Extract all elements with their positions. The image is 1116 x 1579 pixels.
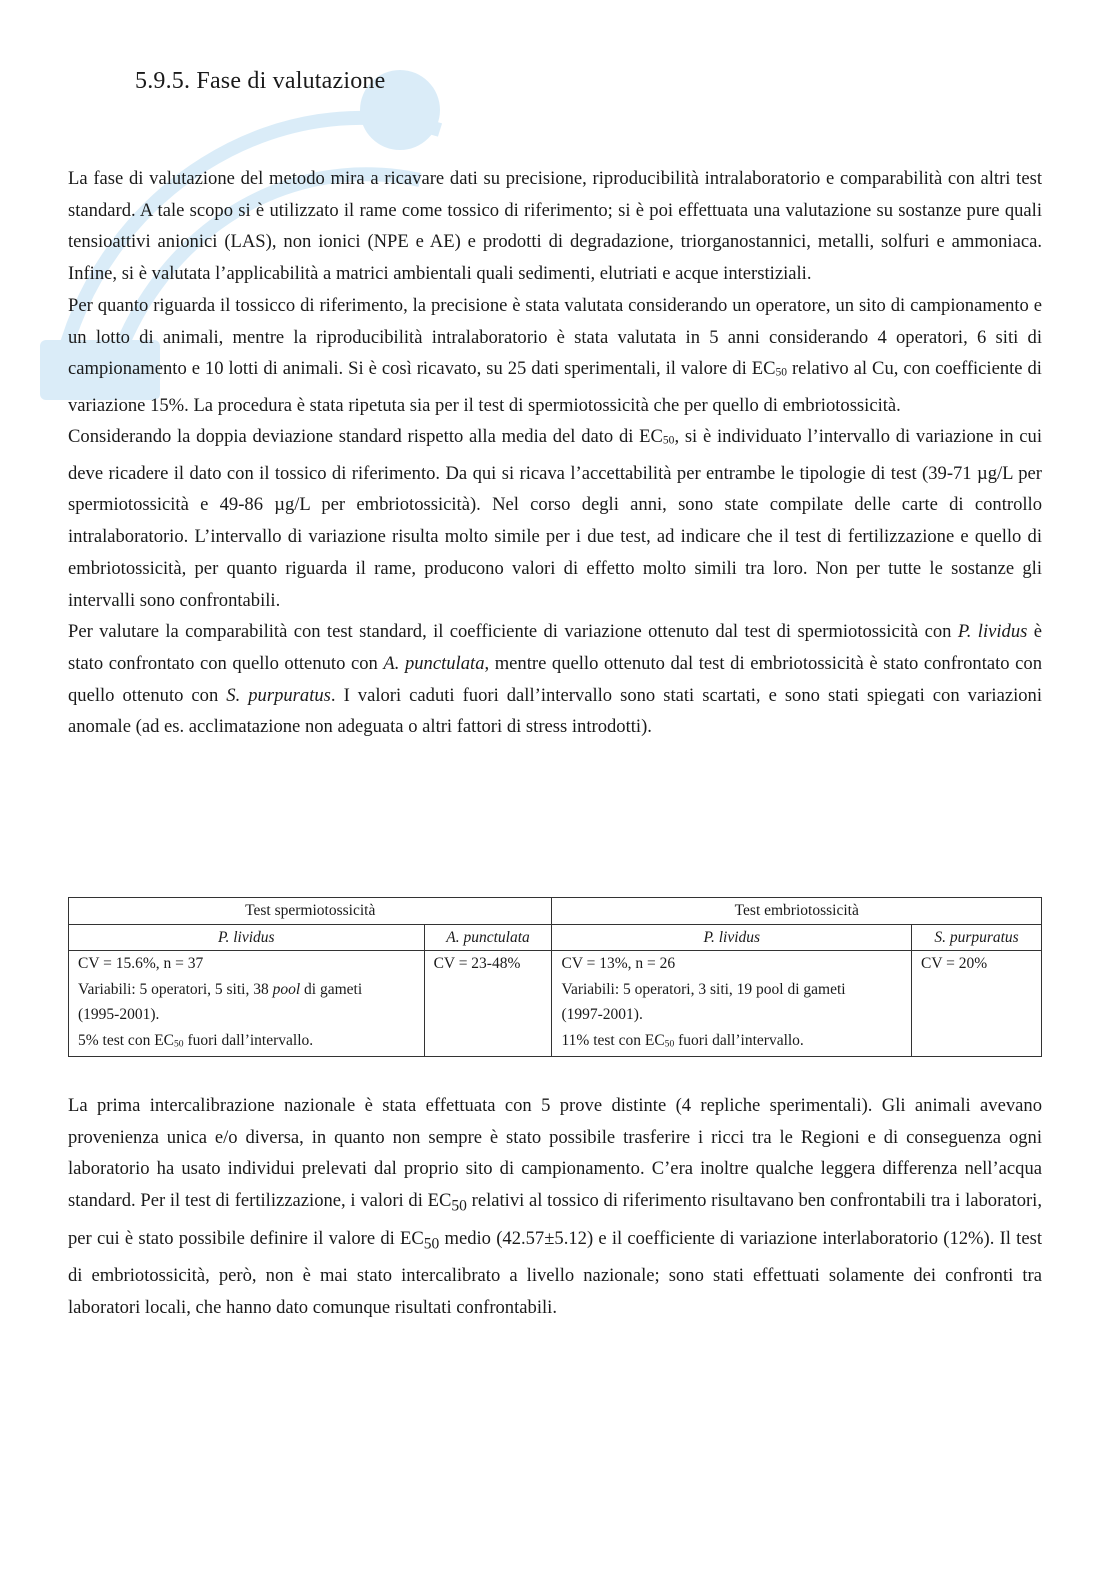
table-row <box>69 951 1042 1057</box>
cell-s-purpuratus: CV = 20% <box>912 951 1042 1057</box>
header-s-purpuratus: S. purpuratus <box>912 924 1042 951</box>
header-spermiotoxicity: Test spermiotossicità <box>69 898 552 925</box>
header-p-lividus-embryo: P. lividus <box>552 924 912 951</box>
paragraph-intro: La fase di valutazione del metodo mira a ricavare dati su precisione, riproducibilità intralaboratorio e comparabilità con altri test standard. A tale scopo si è utilizzato il rame come tossico di riferimento; si è poi effettuata una valutazione su sostanze pure quali tensioattivi anionici (LAS), non ionici (NPE e AE) e prodotti di degradazione, triorganostannici, metalli, solfuri e ammoniaca. Infine, si è valutata l’applicabilità a matrici ambientali quali sedimenti, elutriati e acque interstiziali. <box>68 168 1042 285</box>
cell-p-lividus-sperm: CV = 15.6%, n = 37 Variabili: 5 operatori, 5 siti, 38 pool di gameti (1995-2001). 5% test con $EC_{50}$ fuori dall’intervallo. <box>69 951 425 1057</box>
paragraph-variation-interval: Considerando la doppia deviazione standard rispetto alla media del dato di $EC_{50}$, si è individuato l’intervallo di variazione in cui deve ricadere il dato con il tossico di riferimento. Da qui si ricava l’accettabilità per entrambe le tipologie di test (39-71 µg/L per spermiotossicità e 49-86 µg/L per embriotossicità). Nel corso degli anni, sono state compilate delle carte di controllo intralaboratorio. L’intervallo di variazione risulta molto simile per i due test, ad indicare che il test di fertilizzazione e quello di embriotossicità, per quanto riguarda il rame, producono valori di effetto molto simili tra loro. Non per tutte le sostanze gli intervalli sono confrontabili. <box>68 426 1042 611</box>
cell-a-punctulata: CV = 23-48% <box>424 951 552 1057</box>
paragraph-intercalibration: La prima intercalibrazione nazionale è stata effettuata con 5 prove distinte (4 repliche sperimentali). Gli animali avevano provenienza unica e/o diversa, in quanto non sempre è stato possibile trasferire i ricci tra le Regioni e di conseguenza ogni laboratorio ha usato individui prelevati dal proprio sito di campionamento. C’era inoltre qualche leggera differenza nell’acqua standard. Per il test di fertilizzazione, i valori di $EC_{50}$ relativi al tossico di riferimento risultavano ben confrontabili tra i laboratori, per cui è stato possibile definire il valore di $EC_{50}$ medio (42.57±5.12) e il coefficiente di variazione interlaboratorio (12%). Il test di embriotossicità, però, non è mai stato intercalibrato a livello nazionale; sono stati effettuati solamente dei confronti tra laboratori locali, che hanno dato comunque risultati confrontabili. <box>68 1095 1042 1318</box>
header-p-lividus-sperm: P. lividus <box>69 924 425 951</box>
cell-p-lividus-embryo: CV = 13%, n = 26 Variabili: 5 operatori, 3 siti, 19 pool di gameti (1997-2001). 11% test con $EC_{50}$ fuori dall’intervallo. <box>552 951 912 1057</box>
body-text-after-table <box>68 1090 1042 1323</box>
section-title: 5.9.5. Fase di valutazione <box>135 68 386 94</box>
paragraph-reference-toxicant: Per quanto riguarda il tossicco di riferimento, la precisione è stata valutata considerando un operatore, un sito di campionamento e un lotto di animali, mentre la riproducibilità intralaboratorio è stata valutata in 5 anni considerando 4 operatori, 6 siti di campionamento e 10 lotti di animali. Si è così ricavato, su 25 dati sperimentali, il valore di $EC_{50}$ relativo al Cu, con coefficiente di variazione 15%. La procedura è stata ripetuta sia per il test di spermiotossicità che per quello di embriotossicità. <box>68 294 1042 416</box>
header-a-punctulata: A. punctulata <box>424 924 552 951</box>
table-group-header-row <box>69 898 1042 925</box>
header-embryotoxicity: Test embriotossicità <box>552 898 1042 925</box>
comparison-table <box>68 897 1042 1057</box>
table-species-header-row <box>69 924 1042 951</box>
body-text <box>68 163 1042 743</box>
paragraph-comparability: Per valutare la comparabilità con test standard, il coefficiente di variazione ottenuto dal test di spermiotossicità con P. lividus è stato confrontato con quello ottenuto con A. punctulata, mentre quello ottenuto dal test di embriotossicità è stato confrontato con quello ottenuto con S. purpuratus. I valori caduti fuori dall’intervallo sono stati scartati, e sono stati spiegati con variazioni anomale (ad es. acclimatazione non adeguata o altri fattori di stress introdotti). <box>68 621 1043 738</box>
